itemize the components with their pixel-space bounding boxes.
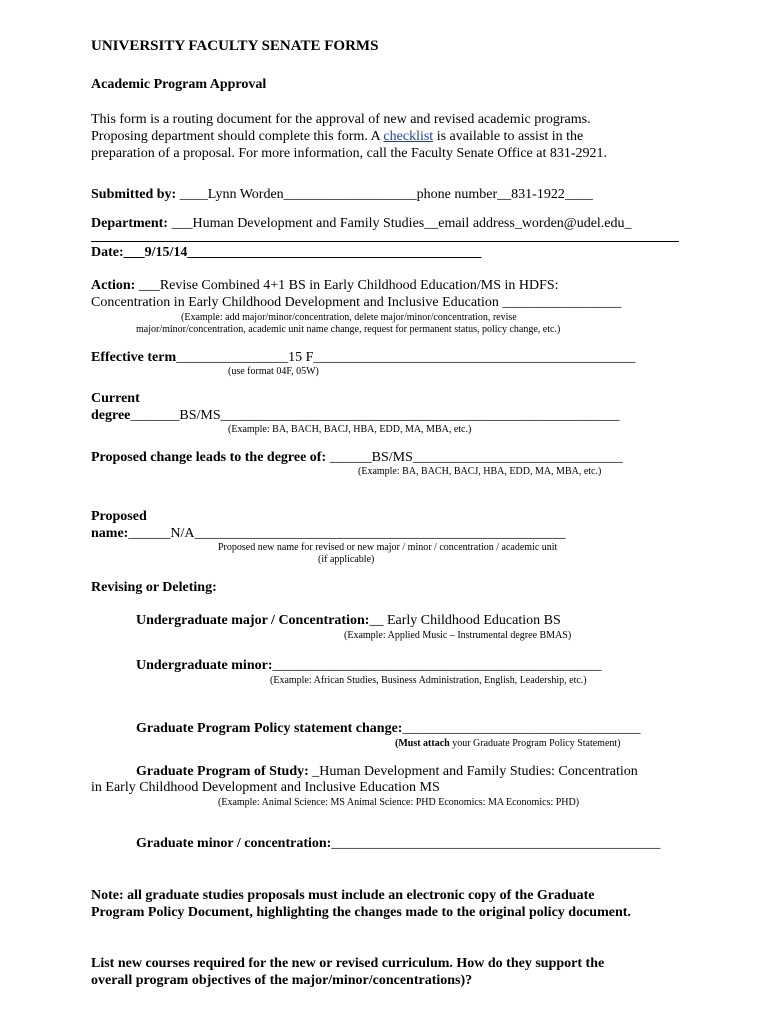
current-degree-field[interactable]: _______BS/MS_________________________________________________________ xyxy=(130,408,620,423)
effective-term-hint: (use format 04F, 05W) xyxy=(228,366,319,377)
list-courses-line-1: List new courses required for the new or revised curriculum. How do they support the xyxy=(91,956,605,971)
ug-major-field[interactable]: __ Early Childhood Education BS xyxy=(369,613,561,628)
action-example-line-1: (Example: add major/minor/concentration, delete major/minor/concentration, revise xyxy=(181,312,517,323)
department-row xyxy=(91,216,632,232)
effective-term-label: Effective term xyxy=(91,350,177,365)
current-degree-row xyxy=(91,408,620,424)
proposed-change-row xyxy=(91,450,623,466)
gp-policy-label: Graduate Program Policy statement change: xyxy=(136,721,403,736)
submitted-by-row xyxy=(91,187,593,203)
proposed-name-label-1: Proposed xyxy=(91,509,147,524)
page-title: UNIVERSITY FACULTY SENATE FORMS xyxy=(91,38,379,54)
submitted-by-field[interactable]: ____Lynn Worden___________________phone number__831-1922____ xyxy=(176,187,593,202)
gp-study-label: Graduate Program of Study: xyxy=(136,764,309,779)
divider-line xyxy=(91,241,679,242)
date-label: Date: xyxy=(91,245,124,260)
grad-minor-label: Graduate minor / concentration: xyxy=(136,836,332,851)
intro-line-1: This form is a routing document for the approval of new and revised academic programs. xyxy=(91,112,591,127)
ug-major-label: Undergraduate major / Concentration: xyxy=(136,613,370,628)
list-courses-paragraph xyxy=(91,955,604,989)
effective-term-row xyxy=(91,350,635,366)
proposed-change-example: (Example: BA, BACH, BACJ, HBA, EDD, MA, MBA, etc.) xyxy=(358,466,602,477)
ug-minor-example: (Example: African Studies, Business Administration, English, Leadership, etc.) xyxy=(270,675,587,686)
current-degree-label-1: Current xyxy=(91,391,140,406)
gp-study-field-line-1[interactable]: _Human Development and Family Studies: Concentration xyxy=(308,764,638,779)
note-line-2: Program Policy Document, highlighting the changes made to the original policy document. xyxy=(91,905,631,920)
gp-policy-example xyxy=(395,738,621,749)
action-row xyxy=(91,278,559,294)
note-paragraph xyxy=(91,887,631,921)
gp-policy-example-rest: your Graduate Program Policy Statement) xyxy=(449,738,621,749)
checklist-link[interactable]: checklist xyxy=(383,129,434,144)
proposed-name-example-2: (if applicable) xyxy=(318,554,375,565)
ug-minor-row xyxy=(136,658,602,674)
proposed-name-row xyxy=(91,526,565,542)
action-field-line-2[interactable]: Concentration in Early Childhood Development and Inclusive Education _________________ xyxy=(91,295,622,310)
revising-heading: Revising or Deleting: xyxy=(91,580,217,595)
ug-major-row xyxy=(136,613,561,629)
proposed-change-field[interactable]: ______BS/MS______________________________ xyxy=(326,450,623,465)
current-degree-example: (Example: BA, BACH, BACJ, HBA, EDD, MA, MBA, etc.) xyxy=(228,424,472,435)
department-field[interactable]: ___Human Development and Family Studies__email address_worden@udel.edu_ xyxy=(167,216,632,231)
proposed-name-field[interactable]: ______N/A_____________________________________________________ xyxy=(128,526,566,541)
grad-minor-row xyxy=(136,836,660,852)
ug-major-example: (Example: Applied Music – Instrumental degree BMAS) xyxy=(344,630,572,641)
gp-policy-row xyxy=(136,721,640,737)
gp-study-field-line-2[interactable]: in Early Childhood Development and Inclusive Education MS xyxy=(91,780,440,795)
proposed-change-label: Proposed change leads to the degree of: xyxy=(91,450,327,465)
list-courses-line-2: overall program objectives of the major/minor/concentrations)? xyxy=(91,973,473,988)
current-degree-label-2: degree xyxy=(91,408,131,423)
intro-line-3: preparation of a proposal. For more information, call the Faculty Senate Office at 831-2921. xyxy=(91,146,608,161)
ug-minor-field[interactable]: _______________________________________________ xyxy=(272,658,602,673)
proposed-name-example-1: Proposed new name for revised or new major / minor / concentration / academic unit xyxy=(218,542,558,553)
ug-minor-label: Undergraduate minor: xyxy=(136,658,273,673)
gp-policy-field[interactable]: __________________________________ xyxy=(402,721,641,736)
submitted-by-label: Submitted by: xyxy=(91,187,177,202)
section-subtitle: Academic Program Approval xyxy=(91,77,267,92)
action-label: Action: xyxy=(91,278,136,293)
gp-study-example: (Example: Animal Science: MS Animal Science: PHD Economics: MA Economics: PHD) xyxy=(218,797,580,808)
date-row xyxy=(91,245,481,261)
proposed-name-label-2: name: xyxy=(91,526,129,541)
action-example-line-2: major/minor/concentration, academic unit name change, request for permanent status, policy change, etc.) xyxy=(136,324,561,335)
action-field-line-1[interactable]: ___Revise Combined 4+1 BS in Early Childhood Education/MS in HDFS: xyxy=(135,278,559,293)
note-line-1: Note: all graduate studies proposals must include an electronic copy of the Graduate xyxy=(91,888,595,903)
gp-policy-example-bold: (Must attach xyxy=(395,738,450,749)
intro-paragraph xyxy=(91,111,607,162)
grad-minor-field[interactable]: _______________________________________________ xyxy=(331,836,661,851)
gp-study-row xyxy=(136,764,638,780)
intro-line-2-pre: Proposing department should complete this form. A xyxy=(91,129,384,144)
date-field[interactable]: ___9/15/14__________________________________________ xyxy=(123,245,482,260)
intro-line-2-post: is available to assist in the xyxy=(433,129,584,144)
department-label: Department: xyxy=(91,216,168,231)
effective-term-field[interactable]: ________________15 F______________________________________________ xyxy=(176,350,636,365)
